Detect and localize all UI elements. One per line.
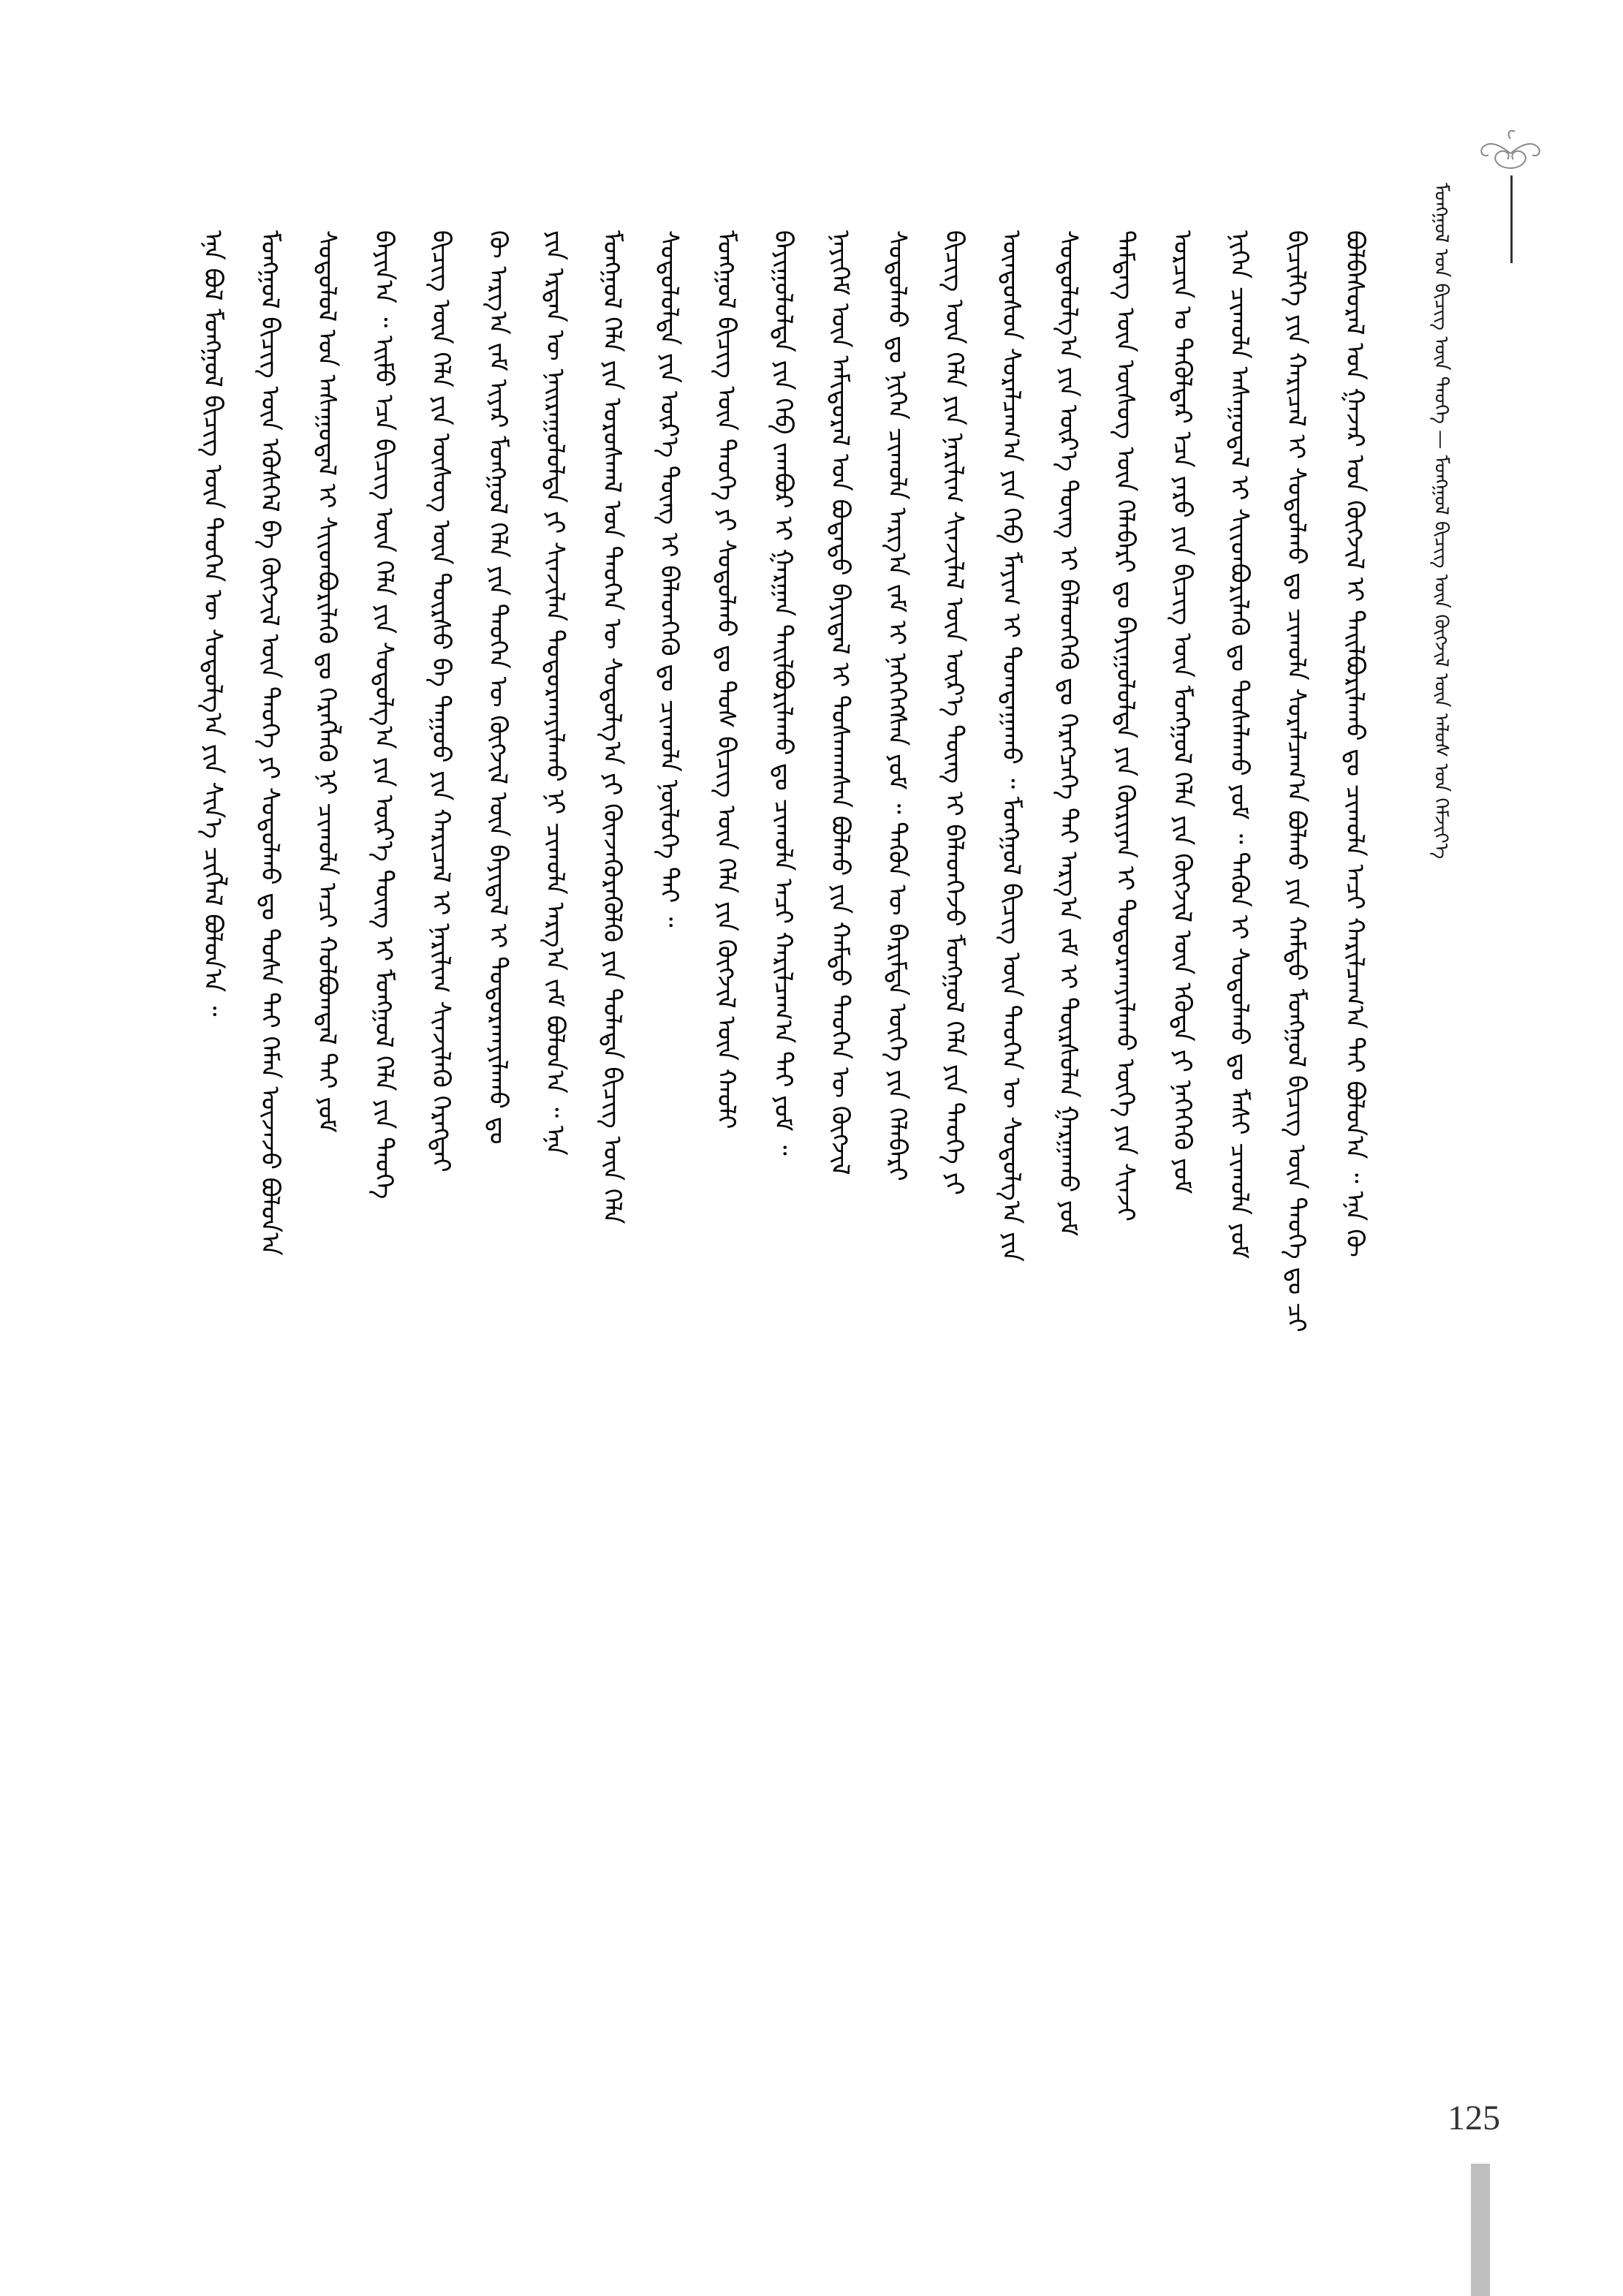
page-number: 125 xyxy=(1448,2099,1500,2137)
text-column: ᠰᠤᠳᠤᠯᠬᠤ ᠳᠤ ᠨᠢᠭᠡᠨ ᠴᠢᠬᠤᠯᠠ ᠠᠷᠭ᠎ᠠ ᠵᠠᠮ ᠢ ᠨᠡᠭᠡᠭᠡᠭᠰᠡᠨ ᠶᠤᠮ ᠃ ᠲᠡᠭᠦᠨ ᠦ ᠪᠠᠷᠢᠮᠲᠠ ᠦᠭᠡ ᠶᠢᠨ ᠬᠡᠯᠡᠪᠡᠷᠢ xyxy=(882,230,912,1181)
text-column: ᠨᠡᠶᠢᠭᠡᠮ ᠦᠨ ᠠᠮᠢᠳᠤᠷᠠᠯ ᠤᠨ ᠪᠣᠳᠠᠲᠤ ᠪᠠᠶᠢᠳᠠᠯ ᠢ ᠲᠤᠰᠬᠠᠭᠰᠠᠨ ᠪᠣᠯᠬᠤ ᠶᠢᠨ ᠬᠠᠮᠲᠤ ᠲᠡᠦᠬᠡᠨ ᠦ ᠬᠥᠭᠵᠢᠯ xyxy=(825,230,855,1175)
running-header: ᠮᠣᠩᠭᠣᠯ ᠤᠨ ᠪᠢᠴᠢᠭ᠌ ᠦᠨ ᠲᠡᠦᠬᠡ — ᠮᠣᠩᠭᠣᠯ ᠪᠢᠴᠢᠭ᠌ ᠦᠨ ᠬᠦᠭᠵᠢᠯ ᠦᠨ ᠠᠯᠤᠰ ᠤᠨ ᠬᠡᠮᠵᠢᠶ᠎ᠡ xyxy=(1430,183,1452,860)
text-body xyxy=(183,230,1374,2175)
text-column: ᠪᠠᠶᠢᠨ᠎ᠠ ᠃ ᠡᠢᠮᠦ ᠡᠴᠡ ᠪᠢᠴᠢᠭ ᠦᠨ ᠬᠡᠯᠡ ᠶᠢᠨ ᠰᠤᠳᠤᠯᠭ᠎ᠠ ᠶᠢᠨ ᠦᠷ᠎ᠡ ᠳᠦᠩ ᠢ ᠮᠣᠩᠭᠣᠯ ᠬᠡᠯᠡ ᠶᠢᠨ ᠲᠡᠦᠬᠡ xyxy=(369,230,398,1200)
text-column: ᠨᠢᠭᠡᠨ ᠴᠢᠬᠤᠯᠠ ᠠᠰᠠᠭᠤᠳᠠᠯ ᠢ ᠰᠢᠢᠳᠪᠦᠷᠢᠯᠡᠬᠦ ᠳᠤ ᠲᠤᠰᠠᠯᠠᠬᠤ ᠶᠤᠮ ᠃ ᠲᠡᠭᠦᠨ ᠢ ᠰᠤᠳᠤᠯᠬᠤ ᠳᠤ ᠮᠠᠰᠢ ᠴᠢᠬᠤᠯᠠ ᠶᠤᠮ xyxy=(1225,230,1254,1259)
text-column: ᠪᠠᠶᠢᠭᠤᠯᠤᠯᠲᠠ ᠶᠢᠨ ᠬᠡᠪ ᠵᠠᠭᠪᠤᠷ ᠢ ᠭᠠᠷᠭᠠᠨ ᠲᠠᠢᠯᠪᠤᠷᠢᠯᠠᠬᠤ ᠳᠤ ᠴᠢᠬᠤᠯᠠ ᠠᠴᠢ ᠬᠠᠷᠢᠯᠴᠠᠭ᠎ᠠ ᠲᠠᠢ ᠶᠤᠮ ᠃ xyxy=(768,230,798,1156)
text-column: ᠮᠣᠩᠭᠣᠯ ᠬᠡᠯᠡ ᠶᠢᠨ ᠤᠷᠤᠰᠬᠠᠯ ᠤᠨ ᠲᠡᠦᠬᠡᠨ ᠦ ᠰᠤᠳᠤᠯᠭ᠎ᠠ ᠶᠢ ᠭᠦᠨᠵᠡᠭᠦᠷᠡᠭᠦᠯᠬᠦ ᠶᠢᠨ ᠲᠤᠯᠠᠳᠠ ᠪᠢᠴᠢᠭ ᠦᠨ ᠬᠡᠯᠡ xyxy=(597,230,627,1224)
text-column: ᠲᠡᠮᠳᠡᠭ ᠦᠨ ᠦᠰᠦᠭ ᠦᠨ ᠬᠡᠯᠡᠪᠡᠷᠢ ᠳᠤ ᠪᠠᠶᠢᠭᠤᠯᠤᠯᠲᠠ ᠶᠢᠨ ᠬᠦᠷᠢᠶᠡᠨ ᠢ ᠲᠤᠳᠤᠷᠬᠠᠶᠢᠯᠠᠬᠤ ᠦᠭᠡ ᠶᠢᠨ ᠰᠢᠨᠵᠢ xyxy=(1111,230,1140,1221)
text-column: ᠦᠨᠳᠦᠰᠦᠨ ᠰᠤᠷᠠᠯᠴᠠᠭ᠎ᠠ ᠶᠢᠨ ᠬᠡᠪ ᠮᠠᠶᠢᠭ ᠢ ᠲᠣᠭᠲᠠᠭᠠᠬᠤ ᠃ ᠮᠣᠩᠭᠣᠯ ᠪᠢᠴᠢᠭ ᠦᠨ ᠲᠡᠦᠬᠡᠨ ᠦ ᠰᠤᠳᠤᠯᠭ᠎ᠠ ᠶᠢᠨ xyxy=(996,230,1026,1262)
text-column: ᠪᠣᠯᠪᠠᠰᠤᠷᠠᠯ ᠤᠨ ᠭᠠᠵᠠᠷ ᠤᠨ ᠬᠥᠭᠵᠢᠯ ᠢ ᠲᠠᠢᠯᠪᠤᠷᠢᠯᠠᠬᠤ ᠳᠤ ᠴᠢᠬᠤᠯᠠ ᠠᠴᠢ ᠬᠠᠷᠢᠯᠴᠠᠭ᠎ᠠ ᠲᠠᠢ ᠪᠣᠯᠤᠨ᠎ᠠ ᠃ ᠡᠨᠡ ᠬᠦ xyxy=(1340,230,1369,1257)
ornament-icon xyxy=(1469,124,1550,175)
header-rule xyxy=(1510,175,1513,263)
text-column: ᠰᠤᠳᠤᠯᠤᠯ ᠤᠨ ᠠᠰᠠᠭᠤᠳᠠᠯ ᠢ ᠰᠢᠢᠳᠪᠦᠷᠢᠯᠡᠬᠦ ᠳᠤ ᠬᠡᠷᠡᠭᠯᠡᠬᠦ ᠨᠢ ᠴᠢᠬᠤᠯᠠ ᠠᠴᠢ ᠬᠣᠯᠪᠣᠭᠳᠠᠯ ᠲᠠᠢ ᠶᠤᠮ xyxy=(312,230,341,1133)
text-column: ᠶᠢᠨ ᠡᠷᠲᠡᠨ ᠦ ᠨᠠᠢᠷᠠᠭᠤᠯᠤᠯᠲᠠ ᠶᠢ ᠰᠢᠨᠵᠢᠯᠡᠨ ᠲᠣᠳᠤᠷᠬᠠᠶᠢᠯᠠᠬᠤ ᠨᠢ ᠴᠢᠬᠤᠯᠠ ᠠᠷᠭ᠎ᠠ ᠵᠠᠮ ᠪᠣᠯᠤᠨ᠎ᠠ ᠃ ᠡᠨᠡ xyxy=(540,230,570,1156)
text-column: ᠰᠤᠳᠤᠯᠤᠯᠭ᠎ᠠ ᠶᠢᠨ ᠦᠷ᠎ᠡ ᠳᠦᠩ ᠢ ᠪᠡᠯᠡᠳᠬᠡᠬᠦ ᠳᠤ ᠬᠡᠷᠡᠭᠴᠡᠭᠡ ᠲᠠᠢ ᠠᠷᠭ᠎ᠠ ᠵᠠᠮ ᠢ ᠳᠦᠷᠰᠦᠯᠡᠨ ᠭᠠᠷᠭᠠᠬᠤ ᠶᠤᠮ xyxy=(1053,230,1083,1237)
page-edge-tab xyxy=(1471,2164,1490,2296)
text-column: ᠰᠤᠳᠤᠯᠤᠯᠲᠠ ᠶᠢᠨ ᠦᠷ᠎ᠡ ᠳᠦᠩ ᠢ ᠪᠡᠯᠡᠳᠬᠡᠬᠦ ᠳᠤ ᠴᠢᠬᠤᠯᠠ ᠨᠥᠯᠦᠭᠡ ᠲᠠᠢ ᠃ xyxy=(654,230,684,928)
text-column: ᠣᠷᠴᠢᠨ ᠤ ᠲᠡᠭᠦᠯᠳᠡᠷ ᠡᠴᠡ ᠶᠡᠷᠦ ᠶᠢᠨ ᠪᠢᠴᠢᠭ ᠦᠨ ᠮᠣᠩᠭᠣᠯ ᠬᠡᠯᠡ ᠶᠢᠨ ᠬᠥᠭᠵᠢᠯ ᠦᠨ ᠡᠭᠦᠳᠡ ᠶᠢ ᠨᠡᠭᠡᠭᠡᠬᠦ ᠶᠤᠮ xyxy=(1168,230,1197,1194)
text-column: ᠬᠦ ᠠᠷᠭ᠎ᠠ ᠵᠠᠮ ᠢᠶᠠᠷ ᠮᠣᠩᠭᠣᠯ ᠬᠡᠯᠡ ᠶᠢᠨ ᠲᠡᠦᠬᠡᠨ ᠦ ᠬᠥᠭᠵᠢᠯ ᠦᠨ ᠪᠠᠶᠢᠳᠠᠯ ᠢ ᠲᠣᠳᠤᠷᠬᠠᠶᠢᠯᠠᠬᠤ ᠳᠤ xyxy=(483,230,512,1145)
text-column: ᠪᠢᠴᠢᠭ ᠦᠨ ᠬᠡᠯᠡ ᠶᠢᠨ ᠦᠰᠦᠭ ᠦᠨ ᠳᠦᠷᠰᠦ ᠪᠠ ᠳᠠᠭᠤᠤ ᠶᠢᠨ ᠬᠠᠷᠢᠴᠠᠯ ᠢ ᠨᠠᠷᠢᠯᠢᠭ ᠰᠢᠨᠵᠢᠯᠡᠬᠦ ᠬᠡᠷᠡᠭᠲᠡᠶ xyxy=(426,230,455,1172)
text-column: ᠪᠢᠴᠢᠯᠭᠡ ᠶᠢᠨ ᠬᠠᠷᠢᠴᠠᠯ ᠢ ᠰᠤᠳᠤᠯᠬᠤ ᠳᠤ ᠴᠢᠬᠤᠯᠠ ᠰᠤᠷᠠᠯᠴᠠᠭ᠎ᠠ ᠪᠣᠯᠬᠤ ᠶᠢᠨ ᠬᠠᠮᠲᠤ ᠮᠣᠩᠭᠣᠯ ᠪᠢᠴᠢᠭ ᠦᠨ ᠲᠡᠦᠬᠡ ᠳᠤ ᠴᠢ xyxy=(1282,230,1311,1333)
text-column: ᠮᠣᠩᠭᠣᠯ ᠪᠢᠴᠢᠭ ᠦᠨ ᠲᠡᠦᠬᠡ ᠶᠢ ᠰᠤᠳᠤᠯᠬᠤ ᠳᠤ ᠲᠤᠰ ᠪᠢᠴᠢᠭ ᠦᠨ ᠬᠡᠯᠡ ᠶᠢᠨ ᠬᠥᠭᠵᠢᠯ ᠦᠨ ᠬᠠᠤᠯᠢ xyxy=(711,230,741,1129)
text-column: ᠡᠨᠡ ᠪᠣᠯ ᠮᠣᠩᠭᠣᠯ ᠪᠢᠴᠢᠭ ᠦᠨ ᠲᠡᠦᠬᠡᠨ ᠦ ᠰᠤᠳᠤᠯᠭ᠎ᠠ ᠶᠢᠨ ᠰᠢᠨ᠎ᠡ ᠴᠢᠭᠯᠡᠯ ᠪᠣᠯᠤᠨ᠎ᠠ ᠃ xyxy=(198,230,227,1017)
text-column: ᠪᠢᠴᠢᠭ ᠦᠨ ᠬᠡᠯᠡ ᠶᠢᠨ ᠨᠠᠷᠢᠯᠢᠭ ᠰᠢᠨᠵᠢᠯᠡᠯ ᠦᠨ ᠦᠷ᠎ᠡ ᠳᠦᠩ ᠢ ᠪᠡᠯᠡᠳᠬᠡᠵᠦ ᠮᠣᠩᠭᠣᠯ ᠬᠡᠯᠡ ᠶᠢᠨ ᠲᠡᠦᠬᠡ ᠶᠢ xyxy=(939,230,969,1195)
text-column: ᠮᠣᠩᠭᠣᠯ ᠪᠢᠴᠢᠭ ᠦᠨ ᠡᠭᠦᠰᠬᠡᠯ ᠪᠠ ᠬᠥᠭᠵᠢᠯ ᠦᠨ ᠲᠡᠦᠬᠡ ᠶᠢ ᠰᠤᠳᠤᠯᠬᠤ ᠳᠤ ᠲᠤᠰᠠ ᠲᠠᠢ ᠬᠡᠮᠡᠨ ᠦᠵᠡᠵᠦ ᠪᠣᠯᠤᠨ᠎ᠠ xyxy=(255,230,284,1256)
